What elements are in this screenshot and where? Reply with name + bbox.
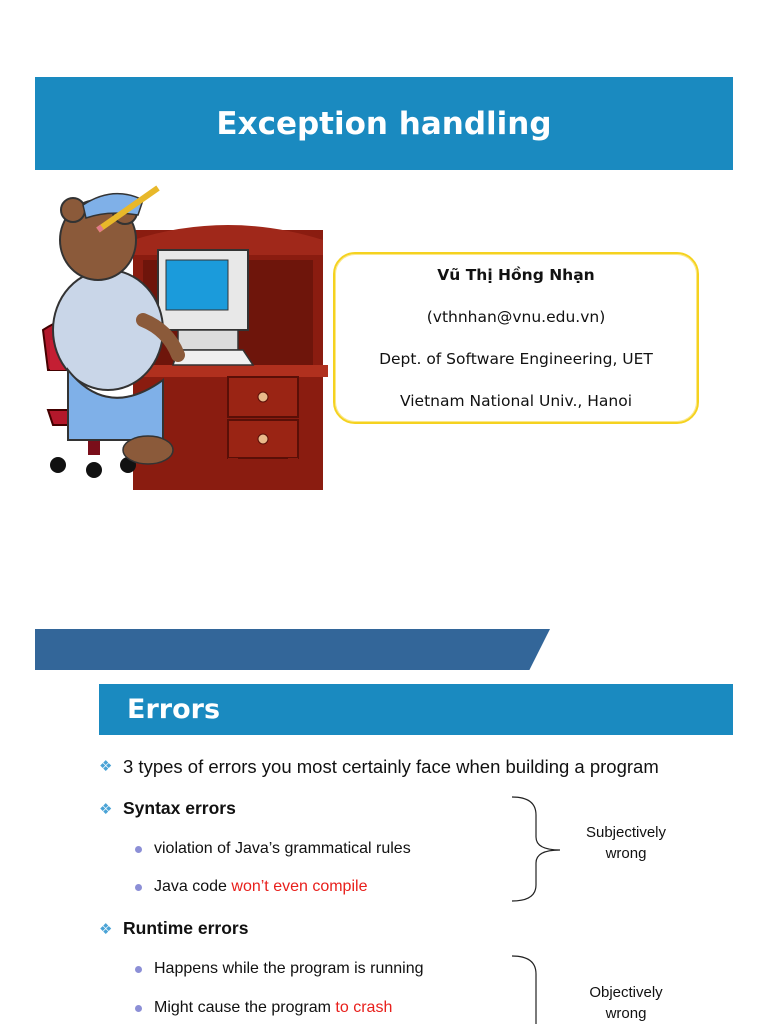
bullet-dot-icon — [135, 884, 142, 891]
syntax-item-2-highlight: won’t even compile — [231, 878, 368, 895]
author-email: (vthnhan@vnu.edu.vn) — [426, 308, 606, 326]
runtime-item-1: Happens while the program is running — [154, 960, 424, 977]
syntax-errors-heading: Syntax errors — [123, 798, 236, 818]
author-department: Dept. of Software Engineering, UET — [379, 350, 653, 368]
bullet-dot-icon — [135, 1005, 142, 1012]
author-university: Vietnam National Univ., Hanoi — [399, 392, 633, 410]
slide-header-band — [35, 629, 550, 670]
author-info-box — [333, 252, 699, 424]
diamond-bullet-icon: ❖ — [99, 800, 113, 818]
slide-title: Exception handling — [216, 105, 552, 142]
syntax-brace-icon — [508, 795, 564, 905]
diamond-bullet-icon: ❖ — [99, 757, 113, 775]
bullet-dot-icon — [135, 846, 142, 853]
bear-at-computer-clipart — [28, 180, 328, 490]
bullet-dot-icon — [135, 966, 142, 973]
runtime-brace-icon — [508, 954, 564, 1024]
errors-title-bar — [99, 684, 733, 735]
intro-text: 3 types of errors you most certainly face when building a program — [123, 756, 659, 777]
objectively-wrong-label: Objectively wrong — [589, 984, 663, 1022]
subjectively-wrong-label: Subjectively wrong — [585, 824, 667, 862]
syntax-item-1: violation of Java’s grammatical rules — [154, 840, 411, 857]
author-name: Vũ Thị Hồng Nhạn — [437, 266, 595, 284]
diamond-bullet-icon: ❖ — [99, 920, 113, 938]
runtime-errors-heading: Runtime errors — [123, 918, 249, 938]
runtime-item-2-highlight: to crash — [335, 999, 393, 1016]
syntax-item-2: Java code won’t even compile — [154, 878, 368, 895]
runtime-item-2: Might cause the program to crash — [154, 999, 393, 1016]
errors-title: Errors — [127, 694, 221, 725]
title-bar — [35, 77, 733, 170]
